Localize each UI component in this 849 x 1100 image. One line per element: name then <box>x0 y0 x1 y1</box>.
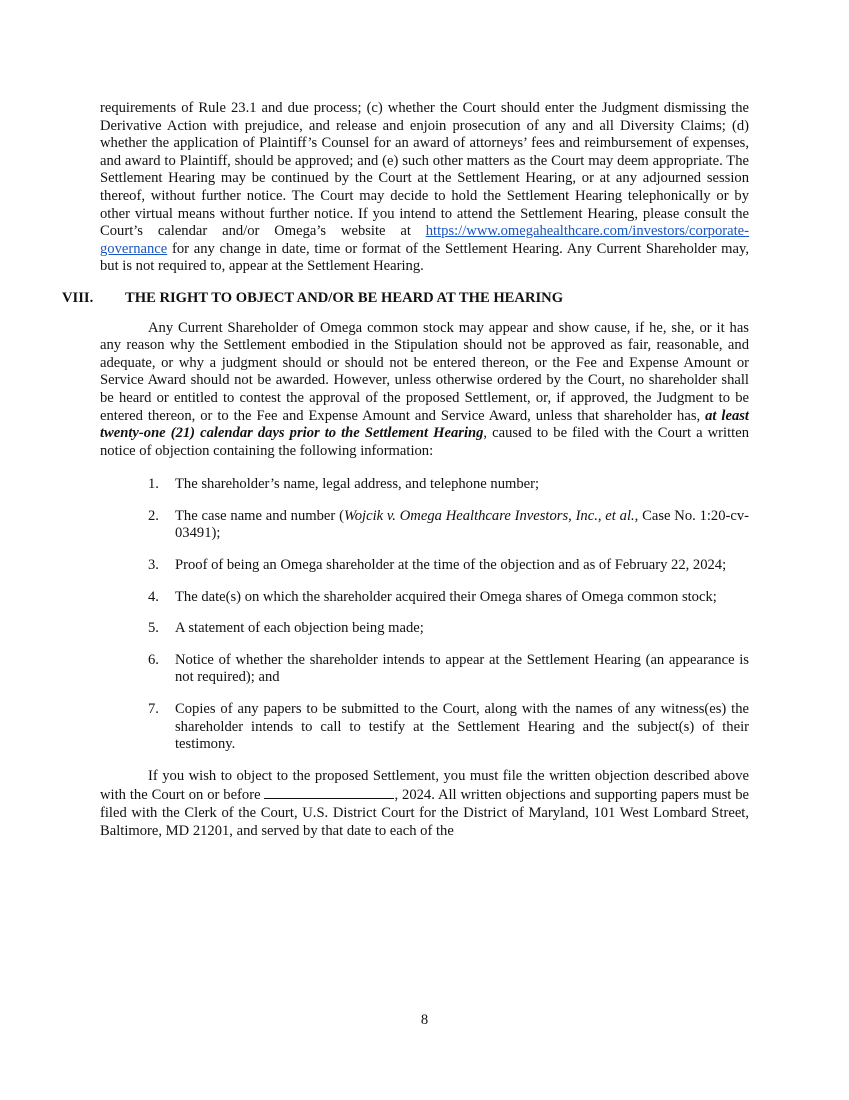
paragraph-text: Any Current Shareholder of Omega common stock may appear and show cause, if he, she, or it has any reason why the Settlement embodied in the Stipulation should not be approved as fair, reasonable, and adequate, or why a judgment should or should not be entered thereon, or the Fee and Expense Amount or Service Award should not be awarded. However, unless otherwise ordered by the Court, no shareholder shall be heard or entitled to contest the approval of the proposed Settlement, or, if approved, the Judgment to be entered thereon, or to the Fee and Expense Amount and Service Award, unless that shareholder has, <box>100 319 749 424</box>
objection-paragraph <box>100 320 749 461</box>
section-number: VIII. <box>62 289 94 306</box>
item-number: 4. <box>148 588 159 605</box>
date-blank-line <box>264 785 394 799</box>
item-text: Copies of any papers to be submitted to the Court, along with the names of any witness(es) the shareholder intends to call to testify at the Settlement Hearing and the subject(s) of their testimony. <box>175 701 749 753</box>
item-text: The case name and number ( <box>175 507 344 524</box>
list-item <box>100 701 749 754</box>
list-item <box>100 508 749 543</box>
deadline-emphasis: at least twenty-one (21) calendar days prior to the Settlement Hearing <box>100 407 749 442</box>
item-text: , Case No. 1:20-cv-03491); <box>175 507 750 542</box>
settlement-hearing-paragraph <box>100 100 749 276</box>
omega-governance-link[interactable]: https://www.omegahealthcare.com/investors/corporate-governance <box>100 223 749 257</box>
item-text: Proof of being an Omega shareholder at the time of the objection and as of February 22, 2024; <box>175 557 727 574</box>
paragraph-text: , caused to be filed with the Court a written notice of objection containing the following information: <box>100 425 749 459</box>
objection-requirements-list <box>100 476 749 754</box>
item-number: 2. <box>148 507 159 524</box>
paragraph-text: , 2024. All written objections and supporting papers must be filed with the Clerk of the Court, U.S. District Court for the District of Maryland, 101 West Lombard Street, Baltimore, MD 21201, and served by that date to each of the <box>100 787 749 839</box>
list-item <box>100 652 749 687</box>
item-number: 3. <box>148 557 159 574</box>
item-text: The shareholder’s name, legal address, and telephone number; <box>175 476 540 493</box>
item-text: A statement of each objection being made; <box>175 620 424 637</box>
page-number: 8 <box>420 1012 429 1028</box>
closing-paragraph <box>100 768 749 840</box>
item-text: The date(s) on which the shareholder acquired their Omega shares of Omega common stock; <box>175 588 717 605</box>
item-text: Notice of whether the shareholder intends to appear at the Settlement Hearing (an appearance is not required); and <box>175 651 749 686</box>
list-item <box>100 589 749 607</box>
list-item <box>100 620 749 638</box>
section-heading <box>62 290 749 308</box>
item-number: 6. <box>148 651 159 668</box>
section-title: THE RIGHT TO OBJECT AND/OR BE HEARD AT THE HEARING <box>125 289 564 306</box>
list-item <box>100 476 749 494</box>
item-number: 1. <box>148 476 159 493</box>
item-number: 5. <box>148 620 159 637</box>
case-name: Wojcik v. Omega Healthcare Investors, Inc., et al. <box>343 507 635 524</box>
item-number: 7. <box>148 701 159 718</box>
paragraph-text: requirements of Rule 23.1 and due process; (c) whether the Court should enter the Judgment dismissing the Derivative Action with prejudice, and release and enjoin prosecution of any and all Diversity Claims; (d) whether the application of Plaintiff’s Counsel for an award of attorneys’ fees and reimbursement of expenses, and award to Plaintiff, should be approved; and (e) such other matters as the Court may deem appropriate. The Settlement Hearing may be continued by the Court at the Settlement Hearing, or at any adjourned session thereof, without further notice. The Court may decide to hold the Settlement Hearing telephonically or by other virtual means without further notice. If you intend to attend the Settlement Hearing, please consult the Court’s calendar and/or Omega’s website at <box>100 100 749 240</box>
list-item <box>100 557 749 575</box>
paragraph-text: for any change in date, time or format of the Settlement Hearing. Any Current Shareholder may, but is not required to, appear at the Settlement Hearing. <box>100 240 749 275</box>
document-page <box>62 100 750 840</box>
paragraph-text: If you wish to object to the proposed Settlement, you must file the written objection described above with the Court on or before <box>100 767 749 804</box>
